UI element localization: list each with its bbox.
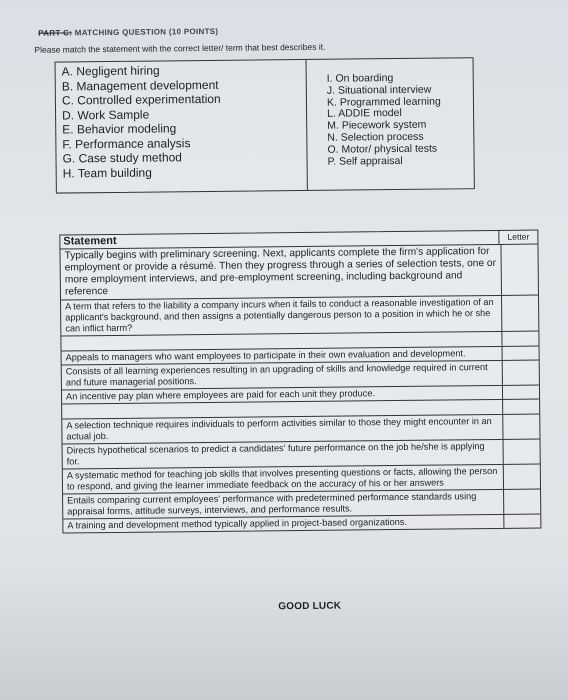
statement-cell: A systematic method for teaching job skills that involves presenting questions or facts, allowing the person to respond, and giving the learner immediate feedback on the accuracy of his or her answers	[63, 465, 504, 494]
empty-cell	[502, 332, 538, 346]
term-item: C. Controlled experimentation	[61, 91, 221, 108]
term-item: K. Programmed learning	[326, 95, 441, 109]
term-item: A. Negligent hiring	[61, 63, 160, 79]
statement-cell: A selection technique requires individuals to perform activities similar to those they might encounter in an actual job.	[62, 415, 503, 444]
answer-cell[interactable]	[504, 515, 540, 528]
table-row	[62, 414, 539, 444]
answer-cell[interactable]	[503, 347, 539, 360]
statement-table	[59, 230, 541, 534]
term-item: N. Selection process	[327, 130, 424, 144]
table-row	[62, 360, 539, 390]
term-item: B. Management development	[61, 77, 219, 94]
term-item: H. Team building	[62, 165, 152, 180]
term-item: E. Behavior modeling	[62, 121, 177, 137]
table-row	[60, 244, 538, 300]
term-item: L. ADDIE model	[327, 107, 402, 121]
term-item: F. Performance analysis	[62, 135, 191, 152]
answer-cell[interactable]	[504, 490, 540, 514]
term-item: O. Motor/ physical tests	[327, 142, 438, 156]
terms-right-column	[307, 58, 474, 190]
term-item: J. Situational interview	[326, 83, 432, 97]
statement-column-header: Statement	[60, 231, 499, 249]
answer-cell[interactable]	[501, 245, 538, 295]
answer-cell[interactable]	[503, 361, 539, 385]
table-row	[63, 464, 540, 494]
section-title: MATCHING QUESTION (10 POINTS)	[74, 26, 219, 38]
answer-cell[interactable]	[504, 440, 540, 464]
statement-cell: Consists of all learning experiences resulting in an upgrading of skills and knowledge required in current and future managerial positions.	[62, 361, 503, 390]
answer-cell[interactable]	[504, 465, 540, 489]
statement-cell: A term that refers to the liability a company incurs when it fails to conduct a reasonable investigation of an applicant's background, and then assigns a potentially dangerous person to a position in which he or she can inflict harm?	[61, 296, 502, 336]
answer-cell[interactable]	[503, 386, 539, 399]
section-heading	[38, 27, 218, 38]
letter-column-header: Letter	[507, 231, 530, 242]
term-item: M. Piecework system	[327, 118, 427, 132]
statement-cell: A training and development method typically applied in project-based organizations.	[63, 515, 504, 533]
term-item: P. Self appraisal	[327, 154, 403, 168]
statement-cell: Entails comparing current employees' performance with predetermined performance standards using appraisal forms, attitude surveys, interviews, and performance results.	[63, 490, 504, 519]
terms-left-column	[56, 60, 308, 193]
statement-cell: Appeals to managers who want employees to participate in their own evaluation and development.	[62, 347, 503, 365]
instructions: Please match the statement with the correct letter/ term that best describes it.	[34, 41, 326, 55]
empty-cell	[503, 400, 539, 414]
table-row	[61, 295, 538, 336]
statement-cell: An incentive pay plan where employees are paid for each unit they produce.	[62, 386, 503, 404]
answer-cell[interactable]	[502, 296, 538, 331]
worksheet-page	[14, 6, 561, 680]
struck-title: PART C:	[38, 28, 73, 38]
terms-box	[55, 57, 475, 193]
term-item: D. Work Sample	[62, 107, 150, 123]
term-item: I. On boarding	[326, 72, 394, 85]
answer-cell[interactable]	[503, 415, 539, 439]
term-item: G. Case study method	[62, 150, 182, 166]
statement-cell: Directs hypothetical scenarios to predict a candidates' future performance on the job he/she is applying for.	[63, 440, 504, 469]
table-row	[63, 439, 540, 469]
closing-text: GOOD LUCK	[278, 600, 342, 613]
statement-cell: Typically begins with preliminary screening. Next, applicants complete the firm's application for employment or provide a résumé. Then they progress through a series of selection tests, one or more employment interviews, and pre-employment screening, including background and reference	[60, 245, 501, 300]
table-row	[63, 489, 540, 519]
